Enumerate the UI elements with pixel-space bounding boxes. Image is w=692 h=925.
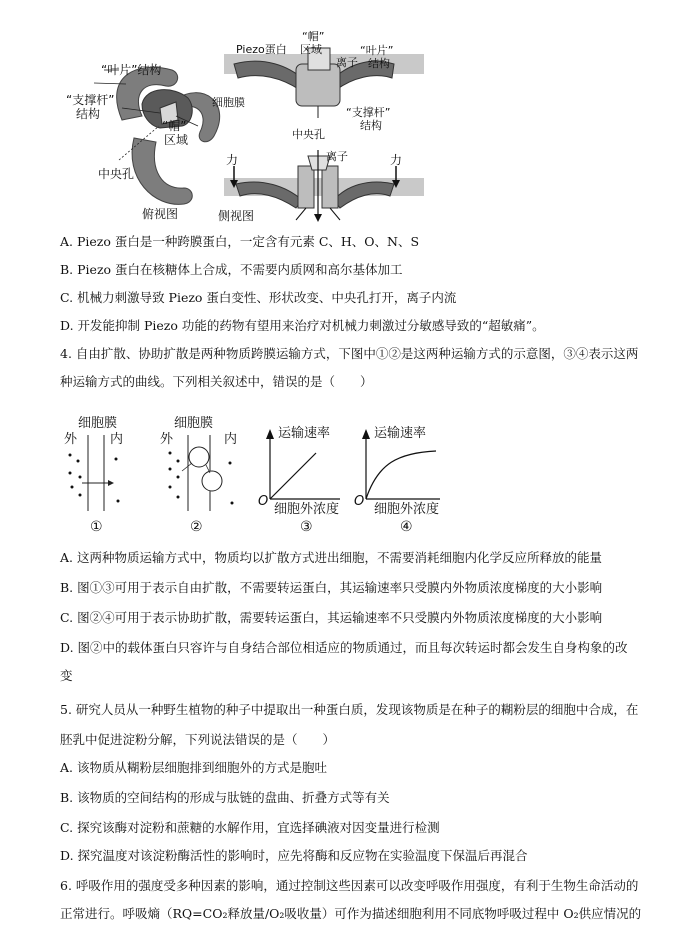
top-zhichenggan-label-2: 结构 (76, 107, 101, 121)
q4-option-d: D. 图②中的载体蛋白只容许与自身结合部位相适应的物质通过，而且每次转运时都会发生自身构象的改 (60, 640, 628, 655)
q3-option-d: D. 开发能抑制 Piezo 功能的药物有望用来治疗对机械力刺激过分敏感导致的“超敏痛”。 (60, 318, 545, 333)
panel-2-membrane-label: 细胞膜 (174, 416, 214, 431)
panel-3-origin: O (258, 494, 269, 509)
panel-1-membrane-label: 细胞膜 (78, 416, 118, 431)
top-mao-label-2: 区域 (164, 133, 189, 147)
q4-option-b: B. 图①③可用于表示自由扩散，不需要转运蛋白，其运输速率只受膜内外物质浓度梯度的大小影响 (60, 580, 603, 595)
side-yepian-label-1: “叶片” (360, 44, 394, 57)
panel-2-outside-label: 外 (160, 432, 174, 447)
q5-option-a: A. 该物质从糊粉层细胞排到细胞外的方式是胞吐 (60, 760, 327, 775)
q5-option-b: B. 该物质的空间结构的形成与肽链的盘曲、折叠方式等有关 (60, 790, 390, 805)
top-mao-label-1: “帽” (162, 119, 187, 133)
panel-1-number: ① (90, 519, 103, 533)
panel-3-y-label: 运输速率 (278, 426, 331, 441)
q4-option-c: C. 图②④可用于表示协助扩散，需要转运蛋白，其运输速率不只受膜内外物质浓度梯度的大小影响 (60, 610, 603, 625)
q4-option-d-cont: 变 (60, 668, 73, 683)
panel-4-number: ④ (400, 519, 413, 533)
top-zhongyangkong-label: 中央孔 (98, 167, 135, 181)
side-view-caption: 侧视图 (218, 209, 255, 223)
top-yepian-label: “叶片”结构 (101, 63, 162, 77)
q3-option-a: A. Piezo 蛋白是一种跨膜蛋白，一定含有元素 C、H、O、N、S (60, 234, 420, 249)
side-lizi-label-2: 离子 (326, 150, 348, 163)
side-yepian-label-2: 结构 (368, 57, 390, 70)
side-membrane-label: 细胞膜 (212, 96, 245, 109)
side-zhongyangkong-label: 中央孔 (292, 128, 325, 141)
q5-stem-line1: 5. 研究人员从一种野生植物的种子中提取出一种蛋白质，发现该物质是在种子的糊粉层的细胞中合成，在 (60, 702, 639, 717)
side-force-right: 力 (390, 153, 403, 167)
q5-option-d: D. 探究温度对该淀粉酶活性的影响时，应先将酶和反应物在实验温度下保温后再混合 (60, 848, 528, 863)
side-lizi-label: 离子 (336, 56, 358, 69)
top-view-diagram (94, 67, 220, 204)
panel-2-inside-label: 内 (224, 432, 238, 447)
q6-stem-line1: 6. 呼吸作用的强度受多种因素的影响，通过控制这些因素可以改变呼吸作用强度，有利于生物生命活动的 (60, 878, 639, 893)
side-piezo-label: Piezo蛋白 (236, 43, 287, 56)
panel-4-origin: O (354, 494, 365, 509)
top-view-caption: 俯视图 (142, 207, 179, 221)
q4-option-a: A. 这两种物质运输方式中，物质均以扩散方式进出细胞，不需要消耗细胞内化学反应所释放的能量 (60, 550, 602, 565)
panel-2-number: ② (190, 519, 203, 533)
side-mao-label-2: 区域 (300, 43, 322, 56)
side-zhichenggan-label-2: 结构 (360, 119, 382, 132)
piezo-figure (64, 8, 424, 226)
side-zhichenggan-label-1: “支撑杆” (346, 106, 391, 119)
q6-stem-line2: 正常进行。呼吸熵（RQ=CO₂释放量/O₂吸收量）可作为描述细胞利用不同底物呼吸过程中 O₂供应情况的 (60, 906, 642, 921)
panel-4-x-label: 细胞外浓度 (374, 502, 440, 517)
panel-1-outside-label: 外 (64, 432, 78, 447)
q4-stem-line1: 4. 自由扩散、协助扩散是两种物质跨膜运输方式，下图中①②是这两种运输方式的示意图，③④表示这两 (60, 346, 639, 361)
q5-option-c: C. 探究该酶对淀粉和蔗糖的水解作用，宜选择碘液对因变量进行检测 (60, 820, 440, 835)
q4-stem-line2: 种运输方式的曲线。下列相关叙述中，错误的是（ ） (60, 374, 373, 389)
panel-3-number: ③ (300, 519, 313, 533)
side-view-diagram-closed (224, 48, 424, 118)
q3-option-b: B. Piezo 蛋白在核糖体上合成，不需要内质网和高尔基体加工 (60, 262, 403, 277)
q4-figure (60, 413, 460, 533)
panel-3-x-label: 细胞外浓度 (274, 502, 340, 517)
side-mao-label-1: “帽” (302, 30, 325, 43)
panel-1-inside-label: 内 (110, 432, 124, 447)
panel-4-y-label: 运输速率 (374, 426, 427, 441)
q3-option-c: C. 机械力刺激导致 Piezo 蛋白变性、形状改变、中央孔打开，离子内流 (60, 290, 457, 305)
q5-stem-line2: 胚乳中促进淀粉分解，下列说法错误的是（ ） (60, 732, 336, 747)
side-force-left: 力 (226, 153, 239, 167)
top-zhichenggan-label-1: “支撑杆” (66, 93, 115, 107)
